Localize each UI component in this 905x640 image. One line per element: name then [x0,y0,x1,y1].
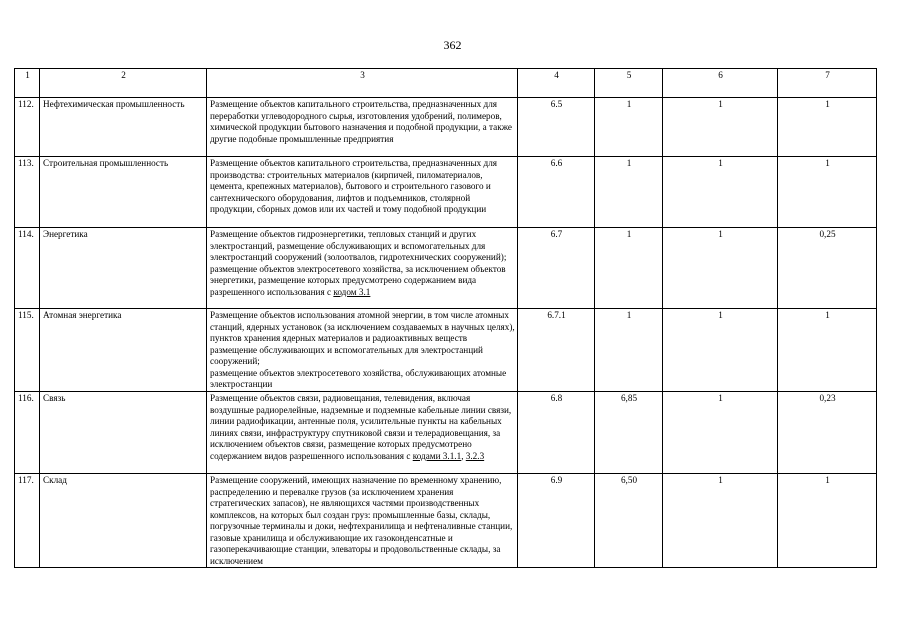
description-text: размещение объектов электросетевого хозяйства, обслуживающих атомные электростанции [210,367,507,389]
coef-col7: 0,23 [778,392,877,474]
header-cell-5: 5 [595,69,663,98]
description-text: Размещение объектов использования атомной энергии, в том числе атомных станций, ядерных установок (за исключением создаваемых в научных целях), пунктов хранения ядерных материалов и радиоактивных веществ размещение обслуживающих и вспомогательных для электростанций сооружений; [210,310,515,366]
row-number: 113. [15,157,40,228]
row-number: 114. [15,228,40,309]
coef-col7: 1 [778,98,877,157]
header-cell-7: 7 [778,69,877,98]
use-description [207,157,518,228]
header-cell-2: 2 [40,69,207,98]
description-text-part: Размещение объектов связи, радиовещания, телевидения, включая воздушные радиорелейные, надземные и подземные кабельные линии связи, линии радиофикации, антенные поля, усилительные пункты на кабельных линиях связи, инфраструктуру спутниковой связи и телерадиовещания, за исключением объектов связи, размещение которых предусмотрено содержанием видов разрешенного использования с [210,393,512,461]
description-text [210,264,515,299]
coef-col5: 1 [595,98,663,157]
coef-col7: 0,25 [778,228,877,309]
use-description [207,392,518,474]
use-code: 6.8 [518,392,595,474]
coef-col6: 1 [663,474,778,568]
use-description [207,474,518,568]
coef-col5: 6,85 [595,392,663,474]
description-text: Размещение объектов капитального строительства, предназначенных для производства: строительных материалов (кирпичей, пиломатериалов, цемента, крепежных материалов), бытового и строительного газового и сантехнического оборудования, лифтов и подъемников, столярной продукции, сборных домов или их частей и тому подобной продукции [210,158,498,214]
row-number: 115. [15,309,40,392]
coef-col6: 1 [663,228,778,309]
use-name: Энергетика [40,228,207,309]
use-code: 6.6 [518,157,595,228]
use-name: Строительная промышленность [40,157,207,228]
row-number: 116. [15,392,40,474]
coef-col5: 6,50 [595,474,663,568]
page-number: 362 [443,38,462,52]
table-row [15,474,877,568]
use-name: Связь [40,392,207,474]
coef-col7: 1 [778,474,877,568]
land-use-table [14,68,877,568]
table-row [15,392,877,474]
coef-col5: 1 [595,157,663,228]
use-description [207,98,518,157]
header-cell-6: 6 [663,69,778,98]
header-cell-3: 3 [207,69,518,98]
description-text: Размещение объектов связи, радиовещания, телевидения, включая воздушные радиорелейные, надземные и подземные кабельные линии связи, линии радиофикации, антенные поля, усилительные пункты на кабельных линиях связи, инфраструктуру спутниковой связи и телерадиовещания, за исключением объектов связи, размещение которых предусмотрено содержанием видов разрешенного использования с кодами 3.1.1, 3.2.3 [210,393,512,461]
code-link[interactable]: 3.2.3 [465,450,485,461]
description-text-part: размещение объектов электросетевого хозяйства, за исключением объектов энергетики, размещение которых предусмотрено содержанием вида разрешенного использования с [210,263,506,297]
coef-col6: 1 [663,157,778,228]
description-text: Размещение объектов капитального строительства, предназначенных для переработки углеводородного сырья, изготовления удобрений, полимеров, химической продукции бытового назначения и подобной продукции, а также другие подобные промышленные предприятия [210,99,512,144]
description-text: Размещение объектов гидроэнергетики, тепловых станций и других электростанций, размещение обслуживающих и вспомогательных для электростанций сооружений (золоотвалов, гидротехнических сооружений); [210,229,507,262]
use-code: 6.7.1 [518,309,595,392]
use-code: 6.5 [518,98,595,157]
coef-col5: 1 [595,309,663,392]
coef-col6: 1 [663,392,778,474]
coef-col6: 1 [663,98,778,157]
table-row [15,228,877,309]
coef-col6: 1 [663,309,778,392]
coef-col7: 1 [778,309,877,392]
table-header-row [15,69,877,98]
row-number: 112. [15,98,40,157]
code-link[interactable]: кодами 3.1.1 [412,450,462,461]
code-link[interactable]: кодом 3.1 [333,286,371,297]
use-name: Атомная энергетика [40,309,207,392]
table-row [15,309,877,392]
use-name: Нефтехимическая промышленность [40,98,207,157]
use-description [207,228,518,309]
table-row [15,98,877,157]
description-text: Размещение сооружений, имеющих назначение по временному хранению, распределению и перевалке грузов (за исключением хранения стратегических запасов), не являющихся частями производственных комплексов, на которых был создан груз: промышленные базы, склады, погрузочные терминалы и доки, нефтехранилища и нефтеналивные станции, газовые хранилища и обслуживающие их газоконденсатные и газоперекачивающие станции, элеваторы и продовольственные склады, за исключением [210,475,513,566]
coef-col7: 1 [778,157,877,228]
use-code: 6.7 [518,228,595,309]
table-row [15,157,877,228]
use-name: Склад [40,474,207,568]
use-code: 6.9 [518,474,595,568]
row-number: 117. [15,474,40,568]
coef-col5: 1 [595,228,663,309]
header-cell-4: 4 [518,69,595,98]
header-cell-1: 1 [15,69,40,98]
use-description [207,309,518,392]
description-clip [210,475,515,567]
